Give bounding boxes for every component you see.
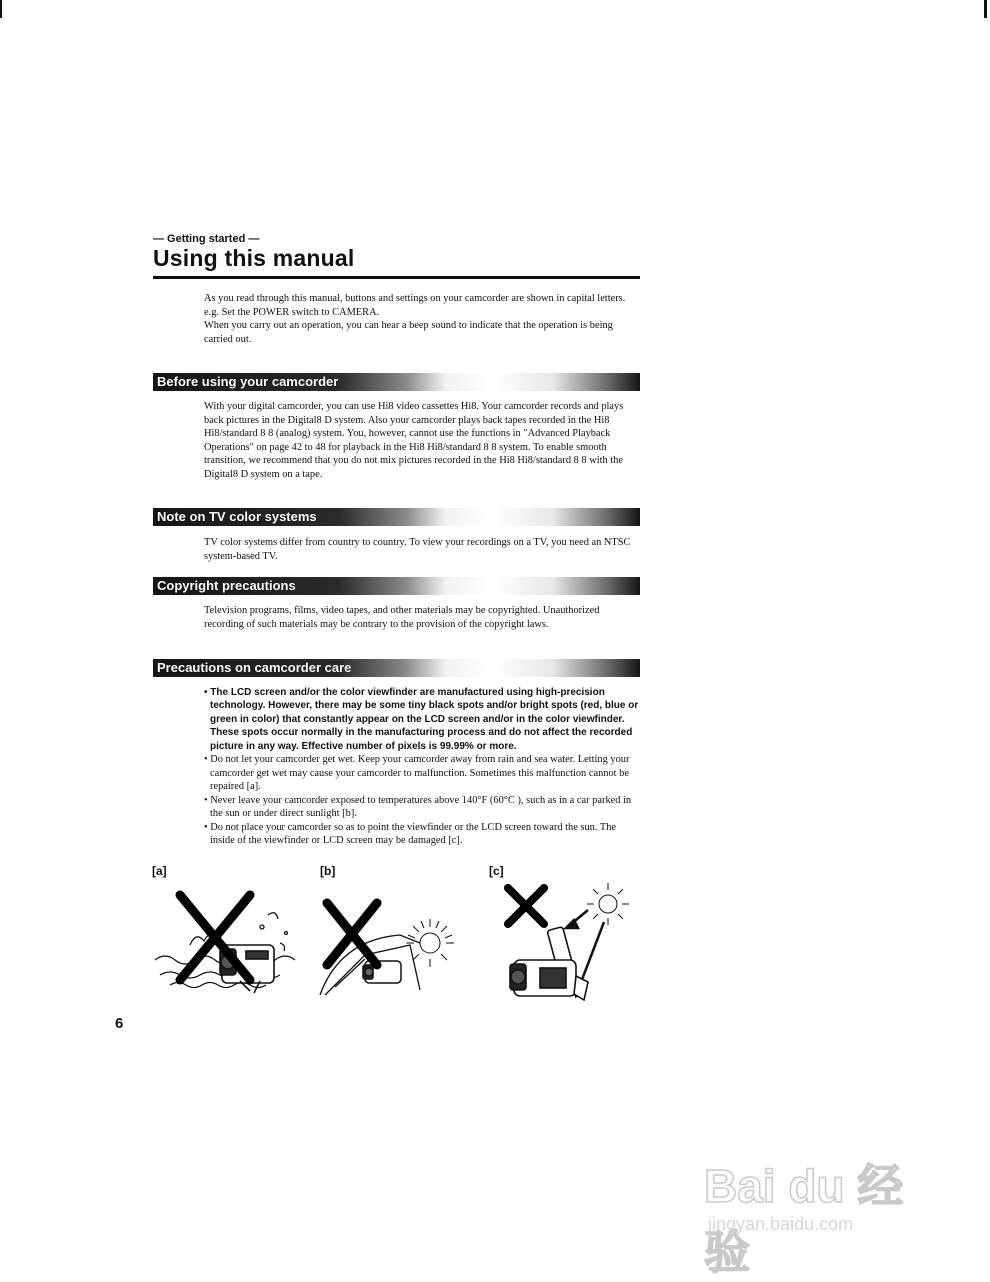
illustration-car-sun bbox=[315, 895, 475, 1000]
watermark-brand: Bai du 经验 bbox=[704, 1160, 904, 1278]
list-item: • Do not let your camcorder get wet. Keep your camcorder away from rain and sea water. Letting your camcorder get wet may cause your camcorder to malfunction. Sometimes this malfunction cannot be repaired [a]. bbox=[204, 754, 630, 793]
watermark-url: jingyan.baidu.com bbox=[708, 1214, 854, 1234]
section-heading: Copyright precautions bbox=[157, 578, 296, 593]
illustration-viewfinder-sun bbox=[500, 880, 640, 1020]
section-kicker: — Getting started — bbox=[153, 233, 260, 245]
intro-text bbox=[204, 292, 640, 346]
section-text bbox=[204, 536, 640, 563]
section-heading-bar bbox=[153, 508, 640, 526]
section-paragraph: TV color systems differ from country to country. To view your recordings on a TV, you need an NTSC system-based TV. bbox=[204, 537, 631, 562]
list-item: • Never leave your camcorder exposed to temperatures above 140°F (60°C ), such as in a car parked in the sun or under direct sunlight [b]. bbox=[204, 794, 632, 820]
illustration-wet-camcorder bbox=[150, 885, 310, 1000]
watermark bbox=[700, 1150, 940, 1278]
figure-label-c: [c] bbox=[489, 864, 504, 878]
intro-line: e.g. Set the POWER switch to CAMERA. bbox=[204, 306, 380, 318]
intro-line: As you read through this manual, buttons and settings on your camcorder are shown in capital letters. bbox=[204, 293, 626, 304]
section-paragraph: Television programs, films, video tapes, and other materials may be copyrighted. Unauthorized recording of such materials may be contrary to the provision of the copyright laws. bbox=[204, 605, 600, 630]
bullet-list bbox=[204, 686, 640, 848]
intro-line: When you carry out an operation, you can hear a beep sound to indicate that the operation is being carried out. bbox=[204, 320, 613, 345]
scan-edge-mark bbox=[984, 0, 987, 18]
figure-label-a: [a] bbox=[152, 864, 167, 878]
page-number: 6 bbox=[115, 1015, 124, 1032]
section-heading: Precautions on camcorder care bbox=[157, 660, 352, 675]
section-heading-bar bbox=[153, 373, 640, 391]
section-heading-bar bbox=[153, 577, 640, 595]
section-heading-bar bbox=[153, 659, 640, 677]
list-item: • The LCD screen and/or the color viewfinder are manufactured using high-precision technology. However, there may be some tiny black spots and/or bright spots (red, blue or green in color) that constantly appear on the LCD screen and/or in the color viewfinder. These spots occur normally in the manufacturing process and do not affect the recorded picture in any way. Effective number of pixels is 99.99% or more. bbox=[204, 687, 639, 752]
section-paragraph: With your digital camcorder, you can use Hi8 video cassettes Hi8. Your camcorder records and plays back pictures in the Digital8 D system. Also your camcorder plays back tapes recorded in the Hi8 Hi8/standard 8 8 (analog) system. You, however, cannot use the functions in "Advanced Playback Operations" on page 42 to 48 for playback in the Hi8 Hi8/standard 8 8 system. To enable smooth transition, we recommend that you do not mix pictures recorded in the Hi8 Hi8/standard 8 8 with the Digital8 D system on a tape. bbox=[204, 401, 624, 480]
scan-edge-mark bbox=[0, 0, 2, 18]
section-heading: Note on TV color systems bbox=[157, 509, 317, 524]
section-heading: Before using your camcorder bbox=[157, 374, 339, 389]
figure-label-b: [b] bbox=[320, 864, 336, 878]
page-title: Using this manual bbox=[153, 245, 355, 271]
section-text bbox=[204, 686, 640, 848]
section-text bbox=[204, 604, 640, 631]
section-text bbox=[204, 400, 640, 481]
title-rule bbox=[153, 276, 640, 279]
list-item: • Do not place your camcorder so as to point the viewfinder or the LCD screen toward the sun. The inside of the viewfinder or LCD screen may be damaged [c]. bbox=[204, 821, 617, 847]
